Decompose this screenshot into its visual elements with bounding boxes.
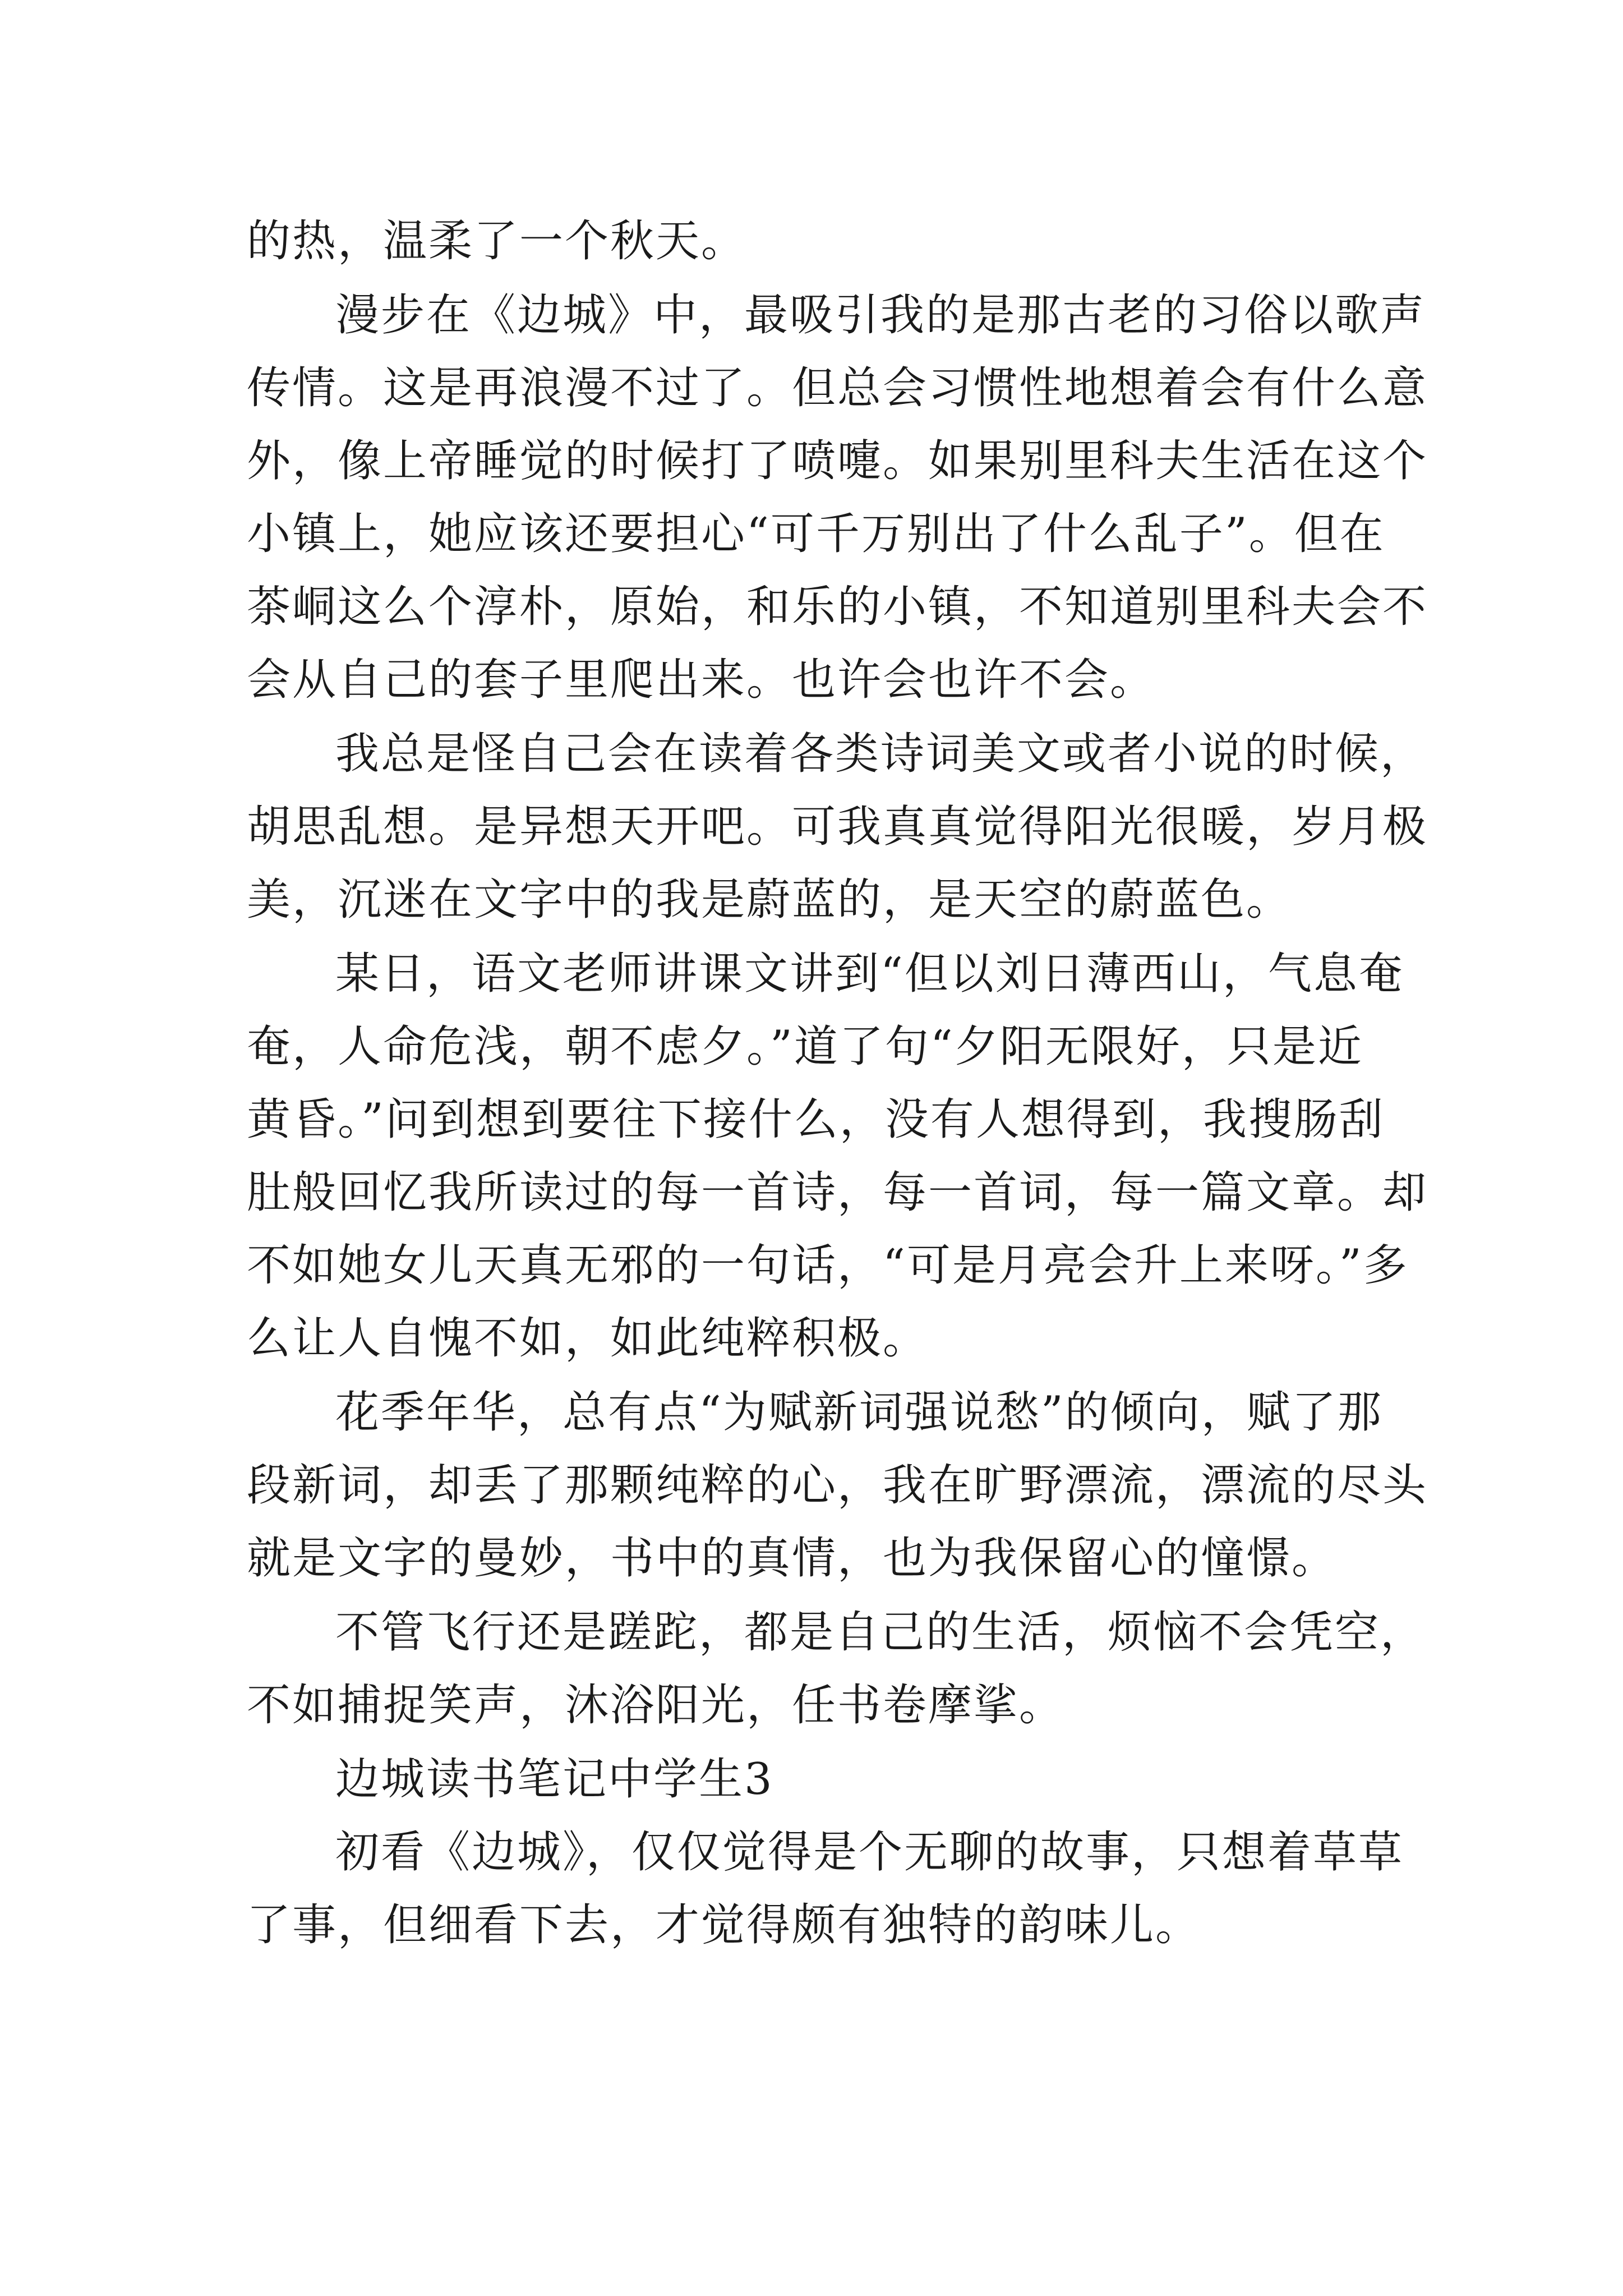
text-line: 会从自己的套子里爬出来。也许会也许不会。 [247,655,1156,705]
text-line: 段新词，却丢了那颗纯粹的心，我在旷野漂流，漂流的尽头 [247,1460,1428,1511]
text-line: 奄，人命危浅，朝不虑夕。”道了句“夕阳无限好，只是近 [247,1022,1363,1072]
text-line: 漫步在《边城》中，最吸引我的是那古老的习俗以歌声 [335,290,1426,341]
text-line: 小镇上，她应该还要担心“可千万别出了什么乱子”。但在 [247,509,1385,559]
text-line: 花季年华，总有点“为赋新词强说愁”的倾向，赋了那 [335,1387,1383,1438]
section-heading: 边城读书笔记中学生3 [335,1754,774,1805]
text-line: 不如捕捉笑声，沐浴阳光，任书卷摩挲。 [247,1680,1065,1731]
text-line: 的热，温柔了一个秋天。 [247,216,747,266]
text-line: 美，沉迷在文字中的我是蔚蓝的，是天空的蔚蓝色。 [247,875,1292,925]
text-line: 外，像上帝睡觉的时候打了喷嚏。如果别里科夫生活在这个 [247,436,1428,486]
text-line: 就是文字的曼妙，书中的真情，也为我保留心的憧憬。 [247,1533,1338,1584]
text-line: 不管飞行还是蹉跎，都是自己的生活，烦恼不会凭空， [335,1607,1426,1658]
text-line: 黄昏。”问到想到要往下接什么，没有人想得到，我搜肠刮 [247,1094,1385,1145]
text-line: 肚般回忆我所读过的每一首诗，每一首词，每一篇文章。却 [247,1167,1428,1218]
text-line: 不如她女儿天真无邪的一句话，“可是月亮会升上来呀。”多 [247,1240,1409,1291]
text-line: 了事，但细看下去，才觉得颇有独特的韵味儿。 [247,1900,1201,1950]
text-line: 初看《边城》，仅仅觉得是个无聊的故事，只想着草草 [335,1827,1404,1878]
text-line: 传情。这是再浪漫不过了。但总会习惯性地想着会有什么意 [247,363,1428,413]
text-line: 茶峒这么个淳朴，原始，和乐的小镇，不知道别里科夫会不 [247,582,1428,632]
text-line: 我总是怪自己会在读着各类诗词美文或者小说的时候， [335,729,1426,779]
text-line: 某日，语文老师讲课文讲到“但以刘日薄西山，气息奄 [335,949,1404,999]
text-line: 胡思乱想。是异想天开吧。可我真真觉得阳光很暖，岁月极 [247,802,1428,852]
text-line: 么让人自愧不如，如此纯粹积极。 [247,1313,929,1364]
